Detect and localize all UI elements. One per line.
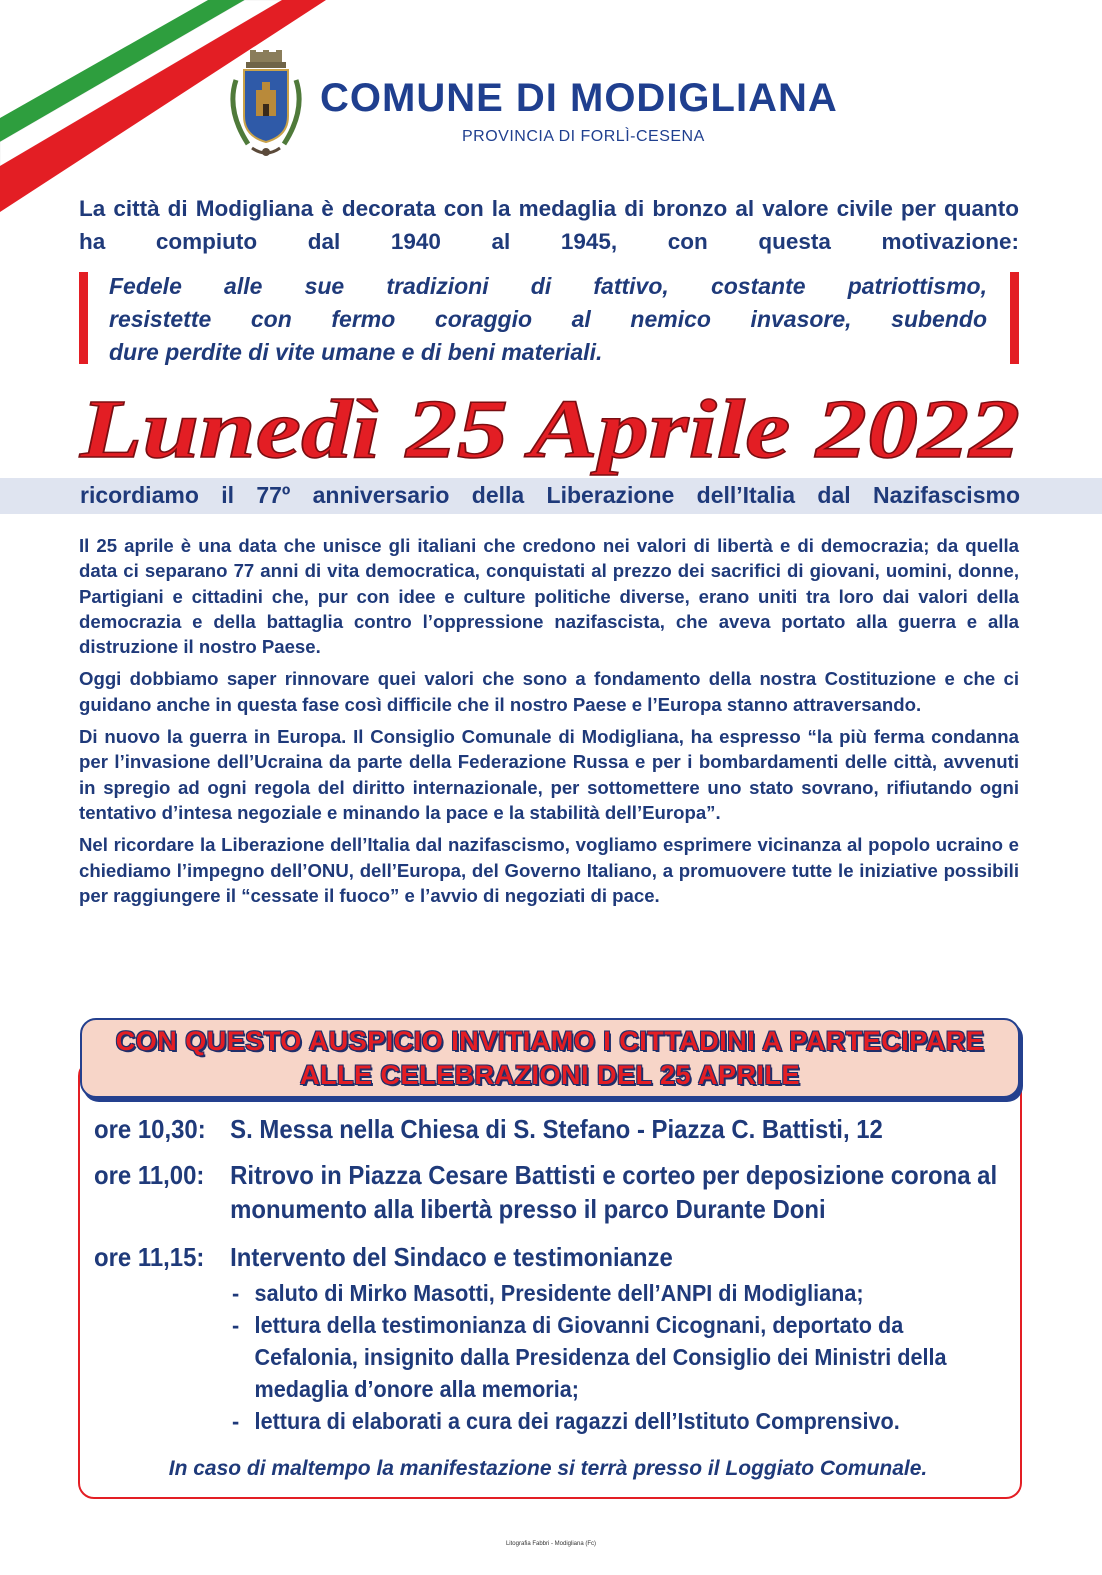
testimony-item: - saluto di Mirko Masotti, Presidente dell’ANPI di Modigliana; (232, 1277, 984, 1309)
printer-imprint: Litografia Fabbri - Modigliana (Fc) (505, 1541, 597, 1547)
municipal-crest-icon (222, 50, 310, 166)
invitation-banner (80, 1018, 1020, 1098)
testimony-text: lettura della testimonianza di Giovanni Cicognani, deportato da Cefalonia, insignito dalla Presidenza del Consiglio dei Ministri della medaglia d’onore alla memoria; (254, 1312, 947, 1402)
province-subtitle: PROVINCIA DI FORLÌ-CESENA (462, 128, 705, 145)
motivation-text (109, 270, 987, 369)
schedule-text: Ritrovo in Piazza Cesare Battisti e corteo per deposizione corona al monumento alla libertà presso il parco Durante Doni (230, 1160, 998, 1224)
testimony-text: saluto di Mirko Masotti, Presidente dell’ANPI di Modigliana; (254, 1280, 864, 1306)
testimony-item: - lettura della testimonianza di Giovanni Cicognani, deportato da Cefalonia, insignito dalla Presidenza del Consiglio dei Ministri della medaglia d’onore alla memoria; (232, 1309, 984, 1405)
event-date: Lunedì 25 Aprile 2022 (78, 383, 1021, 476)
body-paragraph: Oggi dobbiamo saper rinnovare quei valori che sono a fondamento della nostra Costituzione e che ci guidano anche in questa fase così difficile che il nostro Paese e l’Europa stanno attraversando. (79, 668, 1019, 715)
municipality-title: COMUNE DI MODIGLIANA (320, 76, 838, 120)
body-paragraph: Di nuovo la guerra in Europa. Il Consiglio Comunale di Modigliana, ha espresso “la più ferma condanna per l’invasione dell’Ucraina da parte della Federazione Russa e per i bombardamenti delle città, avvenuti in spregio ad ogni regola del diritto internazionale, per sottomettere uno stato sovrano, rifiutando ogni tentativo d’intesa negoziale e minando la pace e la stabilità dell’Europa”. (79, 726, 1019, 823)
schedule-time: ore 10,30: (94, 1114, 206, 1144)
testimony-text: lettura di elaborati a cura dei ragazzi dell’Istituto Comprensivo. (254, 1408, 900, 1434)
bad-weather-note: In caso di maltempo la manifestazione si terrà presso il Loggiato Comunale. (168, 1457, 928, 1480)
motivation-line: Fedele alle sue tradizioni di fattivo, costante patriottismo, (109, 273, 987, 299)
invitation-line-1: CON QUESTO AUSPICIO INVITIAMO I CITTADINI A PARTECIPARE (115, 1026, 985, 1056)
event-date-banner (70, 375, 1030, 480)
motivation-quote (79, 270, 1019, 366)
quote-bar-right (1010, 272, 1019, 364)
motivation-line: resistette con fermo coraggio al nemico invasore, subendo (109, 306, 987, 332)
invitation-line-2: ALLE CELEBRAZIONI DEL 25 APRILE (299, 1060, 801, 1090)
testimony-list (232, 1277, 984, 1437)
motivation-line: dure perdite di vite umane e di beni materiali. (109, 339, 603, 365)
schedule-time: ore 11,00: (94, 1160, 205, 1190)
body-paragraph: Il 25 aprile è una data che unisce gli italiani che credono nei valori di libertà e di democrazia; da quella data ci separano 77 anni di vita democratica, conquistati al prezzo dei sacrifici di giovani, uomini, donne, Partigiani e cittadini che, pur con idee e culture politiche diverse, erano uniti tra loro dai valori della democrazia e della battaglia contro l’oppressione nazifascista, che aveva portato alla guerra e alla distruzione il nostro Paese. (79, 535, 1019, 658)
body-paragraph: Nel ricordare la Liberazione dell’Italia dal nazifascismo, vogliamo esprimere vicinanza al popolo ucraino e chiediamo l’impegno dell’ONU, dell’Europa, del Governo Italiano, a promuovere tutte le iniziative possibili per raggiungere il “cessate il fuoco” e l’avvio di negoziati di pace. (79, 834, 1019, 906)
schedule-text: Intervento del Sindaco e testimonianze (230, 1242, 673, 1272)
schedule-text: S. Messa nella Chiesa di S. Stefano - Piazza C. Battisti, 12 (230, 1114, 883, 1144)
schedule-time: ore 11,15: (94, 1242, 205, 1272)
quote-bar-left (79, 272, 88, 364)
testimony-item: - lettura di elaborati a cura dei ragazzi dell’Istituto Comprensivo. (232, 1405, 984, 1437)
intro-text: La città di Modigliana è decorata con la medaglia di bronzo al valore civile per quanto ha compiuto dal 1940 al 1945, con questa motivazione: (79, 196, 1019, 254)
anniversary-line: ricordiamo il 77º anniversario della Liberazione dell’Italia dal Nazifascismo (80, 482, 1020, 508)
body-text (79, 533, 1019, 915)
